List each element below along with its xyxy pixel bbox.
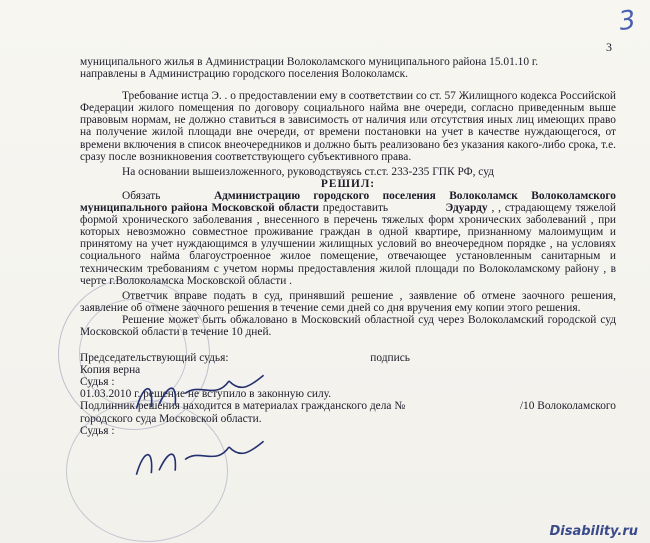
- text-span: Обязать: [122, 189, 161, 202]
- text-line: муниципального жилья в Администрации Волоколамского муниципального района 15.01.10 г.: [80, 56, 539, 68]
- paragraph: На основании вышеизложенного, руководствуясь ст.ст. 233-235 ГПК РФ, суд: [122, 165, 494, 178]
- judge-label: Судья :: [80, 376, 115, 389]
- text-span: предоставить: [322, 202, 389, 215]
- original-row: [80, 400, 616, 412]
- plaintiff-name: Эдуарду: [445, 202, 488, 215]
- judge-signature: [128, 431, 271, 485]
- text-span: , , страдающему тяжелой формой хронического заболевания , внесенного в перечень тяжелых форм хронических заболеваний , при которых невозможно совместное проживание граждан в одной квартире, признанному малоимущим и принятому на учет нуждающимся в улучшении жилищных условий во внеочередном порядке , на условиях социального найма благоустроенное жилое помещение, отвечающее установленным санитарным и техническим требованиям с учетом нормы предоставления жилой площади по Волоколамскому району , в черте г.Волоколамска Московской области .: [80, 202, 616, 287]
- decision-paragraph: [80, 190, 616, 287]
- paragraph: Ответчик вправе подать в суд, принявший решение , заявление об отмене заочного решения, заявление об отмене заочного решения в течение семи дней со дня вручения ему копии этого решения.: [80, 289, 616, 314]
- date-line: 01.03.2010 г. решение не вступило в законную силу.: [80, 388, 332, 401]
- text-span: /10 Волоколамского: [519, 400, 616, 413]
- presiding-row: [80, 352, 410, 364]
- copy-true-label: Копия верна: [80, 364, 141, 377]
- handwritten-page-number: 3: [617, 4, 639, 38]
- judge-label: Судья :: [80, 424, 115, 437]
- document-body: [80, 56, 616, 437]
- signature-label: подпись: [370, 352, 410, 365]
- page-number: 3: [606, 40, 612, 54]
- text-line: направлены в Администрацию городского поселения Волоколамск.: [80, 68, 408, 81]
- paragraph: Требование истца Э. . о предоставлении ему в соответствии со ст. 57 Жилищного кодекса Российской Федерации жилого помещения по договору социального найма вне очереди, согласно приведенным выше правовым нормам, не должно ставиться в зависимость от наличия или отсутствия иных лиц имеющих право на получение жилой площади вне очереди, от времени постановки на учет в качестве нуждающегося, от времени включения в список внеочередников и должно быть реализовано без указания какого-либо срока, т.е. сразу после возникновения соответствующего субъективного права.: [80, 90, 616, 163]
- text-line: городского суда Московской области.: [80, 412, 262, 425]
- presiding-label: Председательствующий судья:: [80, 352, 229, 365]
- site-watermark: Disability.ru: [549, 524, 638, 539]
- decision-heading: РЕШИЛ:: [320, 177, 376, 190]
- text-span: Подлинник решения находится в материалах гражданского дела №: [80, 400, 406, 413]
- respondent-name: Администрацию городского поселения Волоколамск Волоколамского муниципального района Московской области: [80, 189, 616, 215]
- paragraph: Решение может быть обжаловано в Московский областной суд через Волоколамский городской суд Московской области в течение 10 дней.: [80, 313, 616, 338]
